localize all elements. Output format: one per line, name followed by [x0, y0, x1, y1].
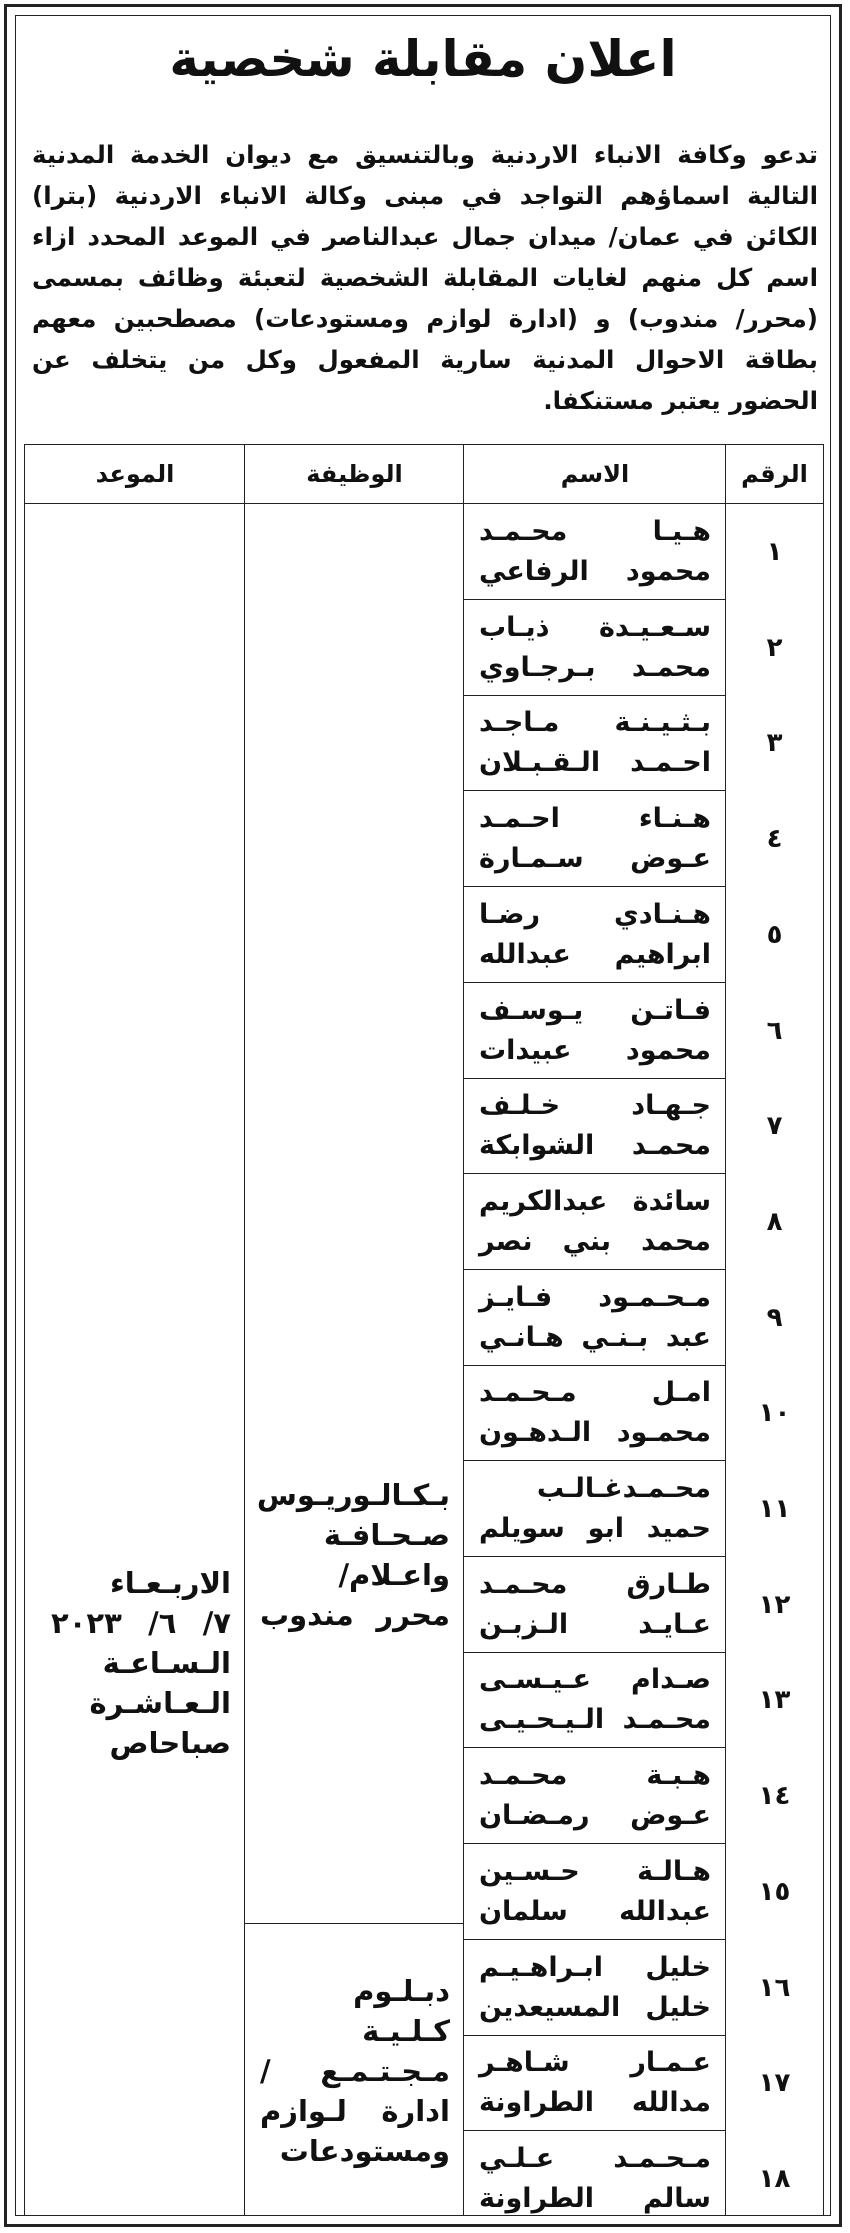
page-border	[4, 4, 842, 2227]
name-first-line: فـاتـن يـوسـف	[479, 994, 711, 1026]
name-first-line: خليل ابـراهـيـم	[479, 1951, 711, 1983]
job-line: ادارة لـوازم	[260, 2094, 450, 2128]
name-first-line: سائدة عبدالكريم	[479, 1185, 711, 1217]
row-number: ٩	[766, 1302, 783, 1333]
name-second-line: عبد بـنـي هـانـي	[479, 1321, 711, 1353]
name-first-line: سـعـيـدة ذيـاب	[479, 611, 711, 643]
name-second-line: سالم الطراونة	[479, 2182, 711, 2214]
row-name	[479, 512, 711, 592]
name-second-line: عبدالله سلمان	[479, 1895, 711, 1927]
table-row	[25, 1844, 823, 1940]
row-number: ١٠	[758, 1398, 791, 1429]
row-number: ١	[766, 537, 783, 567]
table-row	[25, 1365, 823, 1461]
row-name	[479, 799, 711, 879]
interview-date	[51, 1563, 231, 1763]
row-name	[479, 2043, 711, 2123]
name-second-line: محـمـد الـيـحـيـى	[479, 1704, 711, 1736]
row-number: ٣	[766, 728, 783, 759]
name-second-line: محمد بني نصر	[479, 1225, 711, 1257]
name-first-line: محـمـدغـالـب	[536, 1473, 711, 1504]
name-second-line: عـوض سـمـارة	[479, 843, 711, 875]
name-first-line: بـثـيـنـة مـاجـد	[479, 707, 711, 739]
row-name	[479, 608, 711, 688]
date-line: الـسـاعـة	[102, 1646, 231, 1680]
name-first-line: هـيـا محـمـد	[479, 516, 711, 547]
row-name	[479, 895, 711, 975]
date-line: الـعـاشـرة	[89, 1686, 231, 1720]
name-second-line: محمود الرفاعي	[479, 556, 711, 587]
row-number: ١٤	[758, 1781, 791, 1812]
row-number: ١٨	[758, 2163, 791, 2194]
row-number: ٤	[766, 824, 783, 855]
row-number: ١٧	[758, 2068, 791, 2099]
row-number: ١٥	[758, 1876, 791, 1907]
row-name	[479, 2139, 711, 2219]
row-name	[479, 703, 711, 783]
job-diploma-warehouses	[260, 1971, 450, 2171]
job-line: دبـلـوم كـلـيـة	[353, 1974, 450, 2048]
name-second-line: محمـود الـدهـون	[479, 1417, 711, 1449]
date-line: صباحاص	[109, 1726, 231, 1760]
row-number: ٦	[766, 1015, 783, 1046]
name-first-line: طـارق محـمـد	[479, 1568, 711, 1600]
header-date: الموعد	[95, 460, 175, 488]
job-line: واعـلام/	[338, 1558, 450, 1592]
job-line: صـحـافـة	[323, 1518, 450, 1552]
header-number: الرقم	[741, 460, 808, 488]
header-name: الاسم	[560, 460, 630, 488]
row-name	[479, 1852, 711, 1932]
row-number: ٥	[766, 919, 783, 950]
date-line: الاربـعـاء	[109, 1566, 231, 1600]
name-second-line: مدالله الطراونة	[479, 2087, 711, 2119]
row-name	[479, 1278, 711, 1358]
table-row	[25, 695, 823, 791]
table-row	[25, 1270, 823, 1366]
name-first-line: هـنـادي رضـا	[479, 898, 711, 930]
row-name	[479, 1182, 711, 1262]
name-second-line: عـايـد الـزبـن	[479, 1608, 711, 1640]
job-line: مـجـتـمـع /	[260, 2054, 450, 2088]
announcement-title: اعلان مقابلة شخصية	[169, 30, 677, 88]
name-first-line: صـدام عـيـسـى	[479, 1664, 711, 1696]
name-second-line: حميد ابو سويلم	[479, 1513, 711, 1544]
row-name	[479, 991, 711, 1071]
table-row	[25, 1078, 823, 1174]
table-row	[25, 504, 823, 600]
job-bachelor-journalism	[256, 1475, 450, 1635]
candidates-table	[24, 444, 824, 2216]
job-line: محرر مندوب	[260, 1598, 450, 1632]
name-second-line: ابراهيم عبدالله	[479, 938, 711, 970]
job-divider	[245, 1923, 464, 1924]
row-number: ١١	[758, 1494, 791, 1524]
row-name	[479, 1565, 711, 1645]
name-second-line: عـوض رمـضـان	[479, 1800, 711, 1832]
row-number: ٢	[766, 632, 783, 663]
table-row	[25, 887, 823, 983]
name-first-line: هـالـة حـسـين	[479, 1855, 711, 1887]
header-job: الوظيفة	[306, 460, 403, 488]
table-row	[25, 600, 823, 696]
date-line: ٧/ ٦/ ٢٠٢٣	[51, 1606, 231, 1640]
name-first-line: مـحـمـود فـايـز	[479, 1281, 711, 1313]
row-name	[479, 1660, 711, 1740]
name-second-line: احـمـد الـقـبـلان	[479, 747, 711, 779]
name-second-line: محمـد بـرجـاوي	[479, 651, 711, 683]
table-row	[25, 983, 823, 1079]
name-first-line: هـنـاء احـمـد	[479, 803, 711, 835]
name-second-line: محمـد الشوابكة	[479, 1130, 711, 1162]
name-first-line: مـحـمـد عـلـي	[479, 2142, 711, 2174]
row-name	[479, 1756, 711, 1836]
name-first-line: هـبـة محـمـد	[479, 1760, 711, 1792]
row-number: ٧	[766, 1111, 783, 1142]
name-second-line: خليل المسيعدين	[479, 1991, 711, 2023]
row-name	[479, 1086, 711, 1166]
name-first-line: امـل مـحـمـد	[479, 1377, 711, 1409]
row-name	[479, 1373, 711, 1453]
table-row	[25, 791, 823, 887]
row-name	[479, 1469, 711, 1549]
announcement-box	[15, 15, 831, 2216]
job-line: بـكـالـوريـوس	[256, 1478, 450, 1512]
name-second-line: محمود عبيدات	[479, 1034, 711, 1066]
row-number: ١٦	[758, 1972, 791, 2003]
row-number: ١٢	[758, 1589, 791, 1620]
row-name	[479, 1948, 711, 2028]
announcement-text: تدعو وكافة الانباء الاردنية وبالتنسيق مع ديوان الخدمة المدنية التالية اسماؤهم التواجد في مبنى وكالة الانباء الاردنية (بترا) الكائن في عمان/ ميدان جمال عبدالناصر في الموعد المحدد ازاء اسم كل منهم لغايات المقابلة الشخصية لتعبئة وظائف بمسمى (محرر/ مندوب) و (ادارة لوازم ومستودعات) مصطحبين معهم بطاقة الاحوال المدنية سارية المفعول وكل من يتخلف عن الحضور يعتبر مستنكفا.	[32, 140, 818, 415]
row-number: ٨	[766, 1206, 783, 1237]
name-first-line: عـمـار شـاهـر	[479, 2047, 711, 2079]
job-line: ومستودعات	[279, 2134, 450, 2168]
row-number: ١٣	[758, 1685, 791, 1716]
table-row	[25, 1174, 823, 1270]
name-first-line: جـهـاد خـلـف	[479, 1090, 711, 1122]
